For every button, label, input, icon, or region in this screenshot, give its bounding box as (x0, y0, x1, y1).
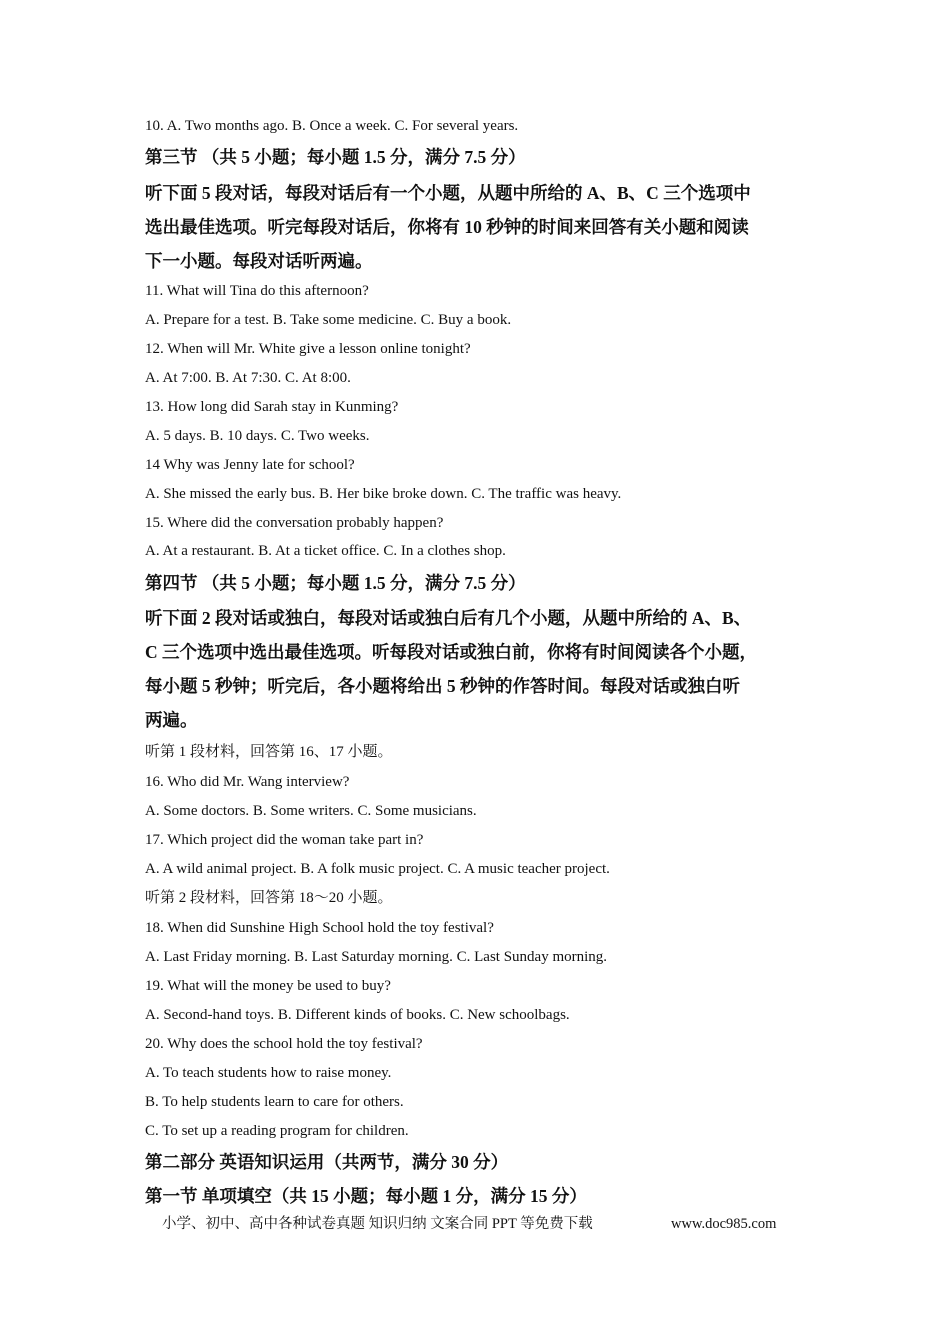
part2-heading: 第二部分 英语知识运用（共两节，满分 30 分） (145, 1152, 509, 1172)
q20-option-c: C. To set up a reading program for children. (145, 1123, 409, 1139)
q11-question: 11. What will Tina do this afternoon? (145, 283, 369, 299)
section4-instructions-2: C 三个选项中选出最佳选项。听每段对话或独白前，你将有时间阅读各个小题， (145, 642, 758, 662)
footer-text: 小学、初中、高中各种试卷真题 知识归纳 文案合同 PPT 等免费下载 (162, 1216, 593, 1232)
q13-options: A. 5 days. B. 10 days. C. Two weeks. (145, 428, 370, 444)
q15-question: 15. Where did the conversation probably happen? (145, 515, 444, 531)
part2-section1-heading: 第一节 单项填空（共 15 小题；每小题 1 分，满分 15 分） (145, 1186, 587, 1206)
q20-option-b: B. To help students learn to care for others. (145, 1094, 404, 1110)
q12-question: 12. When will Mr. White give a lesson online tonight? (145, 341, 471, 357)
q18-question: 18. When did Sunshine High School hold the toy festival? (145, 920, 494, 936)
section3-instructions-2: 选出最佳选项。听完每段对话后，你将有 10 秒钟的时间来回答有关小题和阅读 (145, 217, 749, 237)
q16-options: A. Some doctors. B. Some writers. C. Some musicians. (145, 803, 477, 819)
q14-options: A. She missed the early bus. B. Her bike broke down. C. The traffic was heavy. (145, 486, 622, 502)
section4-instructions-3: 每小题 5 秒钟；听完后，各小题将给出 5 秒钟的作答时间。每段对话或独白听 (145, 676, 740, 696)
q19-question: 19. What will the money be used to buy? (145, 978, 391, 994)
q19-options: A. Second-hand toys. B. Different kinds of books. C. New schoolbags. (145, 1007, 570, 1023)
section3-instructions-3: 下一小题。每段对话听两遍。 (145, 251, 373, 271)
q17-question: 17. Which project did the woman take part in? (145, 832, 424, 848)
q11-options: A. Prepare for a test. B. Take some medicine. C. Buy a book. (145, 312, 512, 328)
q14-question: 14 Why was Jenny late for school? (145, 457, 355, 473)
section4-heading: 第四节 （共 5 小题；每小题 1.5 分，满分 7.5 分） (145, 573, 526, 593)
q12-options: A. At 7:00. B. At 7:30. C. At 8:00. (145, 370, 351, 386)
q16-question: 16. Who did Mr. Wang interview? (145, 774, 350, 790)
q15-options: A. At a restaurant. B. At a ticket office. C. In a clothes shop. (145, 543, 506, 559)
footer-url[interactable]: www.doc985.com (671, 1216, 777, 1232)
material2-note: 听第 2 段材料，回答第 18～20 小题。 (145, 890, 393, 906)
section4-instructions-4: 两遍。 (145, 710, 198, 730)
q20-option-a: A. To teach students how to raise money. (145, 1065, 392, 1081)
q13-question: 13. How long did Sarah stay in Kunming? (145, 399, 399, 415)
q18-options: A. Last Friday morning. B. Last Saturday morning. C. Last Sunday morning. (145, 949, 608, 965)
q20-question: 20. Why does the school hold the toy festival? (145, 1036, 423, 1052)
material1-note: 听第 1 段材料，回答第 16、17 小题。 (145, 744, 393, 760)
q17-options: A. A wild animal project. B. A folk music project. C. A music teacher project. (145, 861, 610, 877)
section3-instructions-1: 听下面 5 段对话，每段对话后有一个小题，从题中所给的 A、B、C 三个选项中 (145, 183, 751, 203)
section3-heading: 第三节 （共 5 小题；每小题 1.5 分，满分 7.5 分） (145, 147, 526, 167)
q10-options: 10. A. Two months ago. B. Once a week. C. For several years. (145, 118, 519, 134)
section4-instructions-1: 听下面 2 段对话或独白，每段对话或独白后有几个小题，从题中所给的 A、B、 (145, 608, 752, 628)
